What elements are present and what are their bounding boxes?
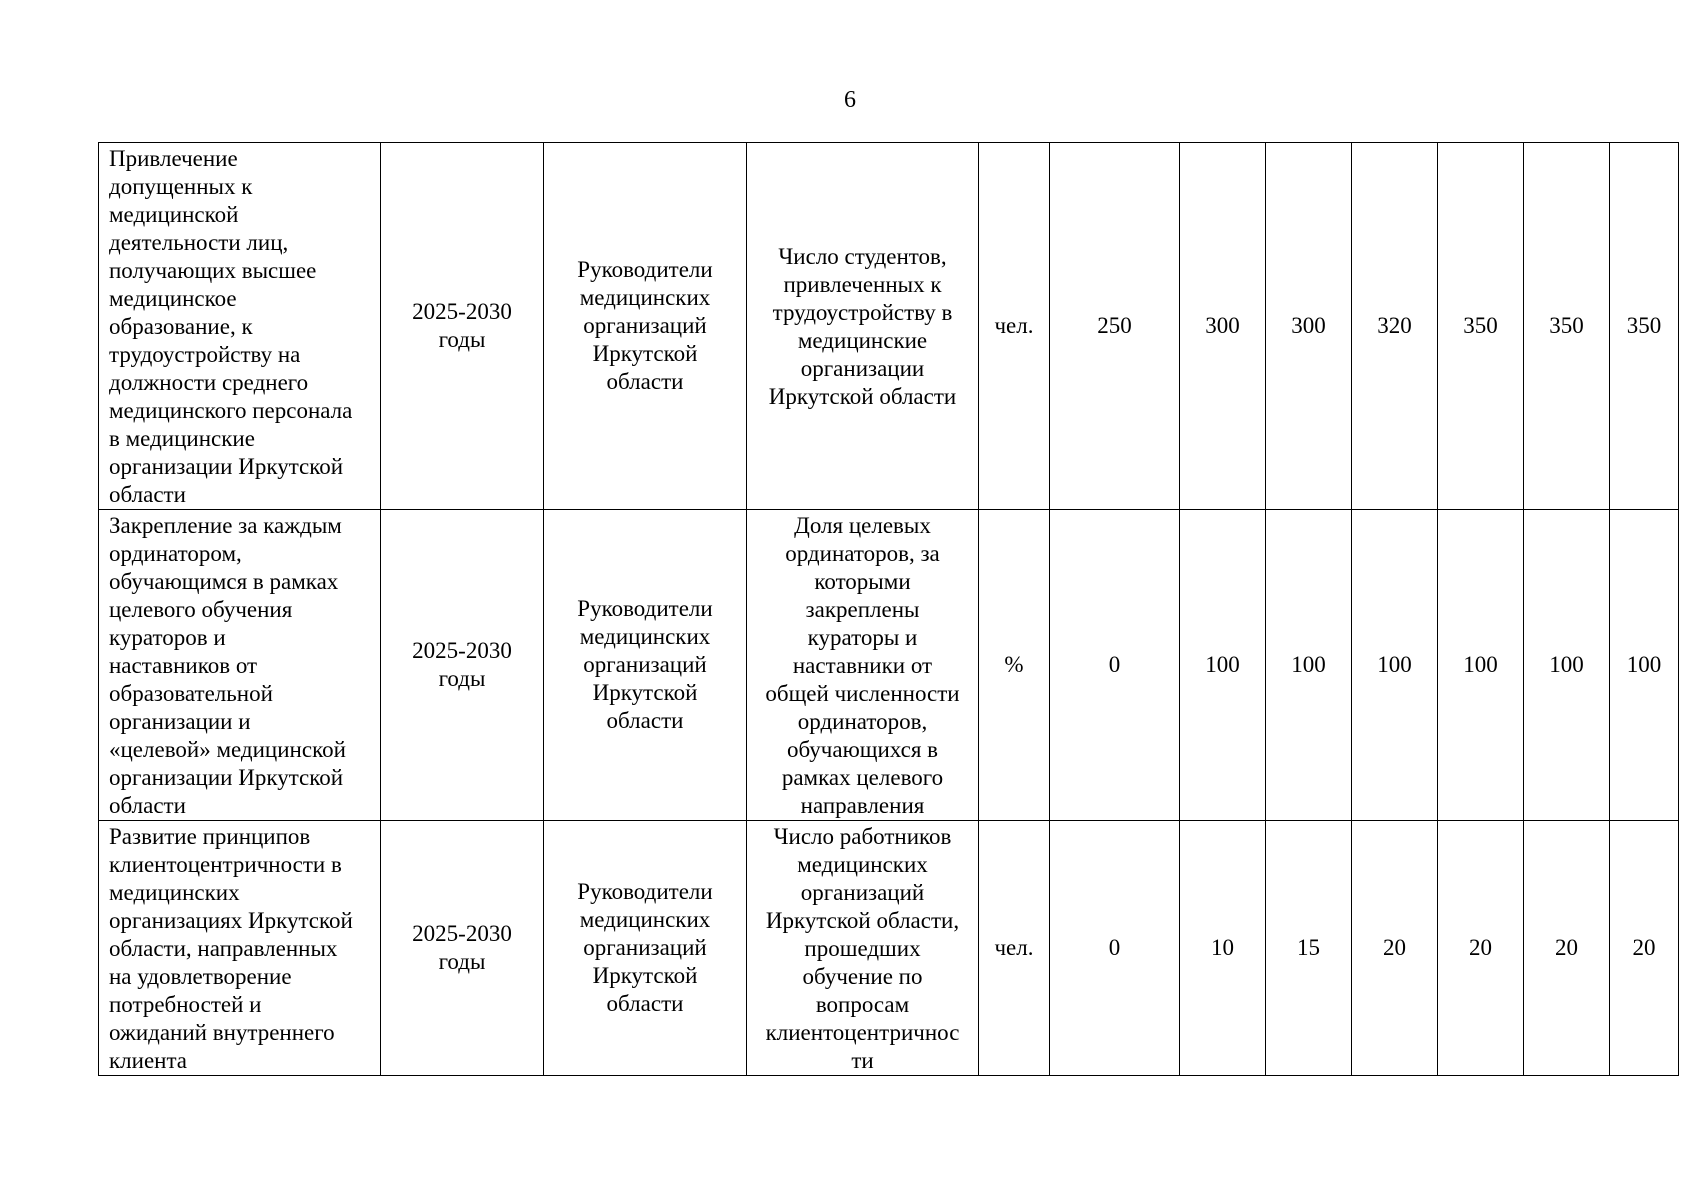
value-cell: 10 bbox=[1180, 821, 1266, 1076]
value-cell: 20 bbox=[1524, 821, 1610, 1076]
table-row bbox=[99, 821, 1679, 1076]
value-cell: 250 bbox=[1050, 143, 1180, 510]
value-cell: 300 bbox=[1266, 143, 1352, 510]
value-cell: 350 bbox=[1610, 143, 1679, 510]
indicator-cell: Доля целевых ординаторов, за которыми закреплены кураторы и наставники от общей численности ординаторов, обучающихся в рамках целевого направления bbox=[747, 510, 979, 821]
value-cell: 100 bbox=[1610, 510, 1679, 821]
table-row bbox=[99, 143, 1679, 510]
responsible-cell: Руководители медицинских организаций Иркутской области bbox=[544, 510, 747, 821]
activity-cell: Развитие принципов клиентоцентричности в медицинских организациях Иркутской области, направленных на удовлетворение потребностей и ожиданий внутреннего клиента bbox=[99, 821, 381, 1076]
unit-cell: чел. bbox=[979, 143, 1050, 510]
value-cell: 100 bbox=[1266, 510, 1352, 821]
value-cell: 100 bbox=[1438, 510, 1524, 821]
value-cell: 350 bbox=[1438, 143, 1524, 510]
indicator-cell: Число студентов, привлеченных к трудоустройству в медицинские организации Иркутской области bbox=[747, 143, 979, 510]
table-row bbox=[99, 510, 1679, 821]
value-cell: 320 bbox=[1352, 143, 1438, 510]
value-cell: 350 bbox=[1524, 143, 1610, 510]
responsible-cell: Руководители медицинских организаций Иркутской области bbox=[544, 143, 747, 510]
value-cell: 20 bbox=[1610, 821, 1679, 1076]
page-number: 6 bbox=[844, 87, 856, 113]
unit-cell: % bbox=[979, 510, 1050, 821]
responsible-cell: Руководители медицинских организаций Иркутской области bbox=[544, 821, 747, 1076]
indicator-cell: Число работников медицинских организаций Иркутской области, прошедших обучение по вопросам клиентоцентричнос ти bbox=[747, 821, 979, 1076]
value-cell: 0 bbox=[1050, 510, 1180, 821]
value-cell: 100 bbox=[1352, 510, 1438, 821]
period-cell: 2025-2030 годы bbox=[381, 510, 544, 821]
period-cell: 2025-2030 годы bbox=[381, 821, 544, 1076]
value-cell: 100 bbox=[1180, 510, 1266, 821]
value-cell: 20 bbox=[1352, 821, 1438, 1076]
activity-cell: Закрепление за каждым ординатором, обучающимся в рамках целевого обучения кураторов и наставников от образовательной организации и «целевой» медицинской организации Иркутской области bbox=[99, 510, 381, 821]
value-cell: 20 bbox=[1438, 821, 1524, 1076]
value-cell: 15 bbox=[1266, 821, 1352, 1076]
activity-cell: Привлечение допущенных к медицинской деятельности лиц, получающих высшее медицинское образование, к трудоустройству на должности среднего медицинского персонала в медицинские организации Иркутской области bbox=[99, 143, 381, 510]
period-cell: 2025-2030 годы bbox=[381, 143, 544, 510]
value-cell: 0 bbox=[1050, 821, 1180, 1076]
value-cell: 100 bbox=[1524, 510, 1610, 821]
value-cell: 300 bbox=[1180, 143, 1266, 510]
unit-cell: чел. bbox=[979, 821, 1050, 1076]
activities-table bbox=[98, 142, 1679, 1076]
